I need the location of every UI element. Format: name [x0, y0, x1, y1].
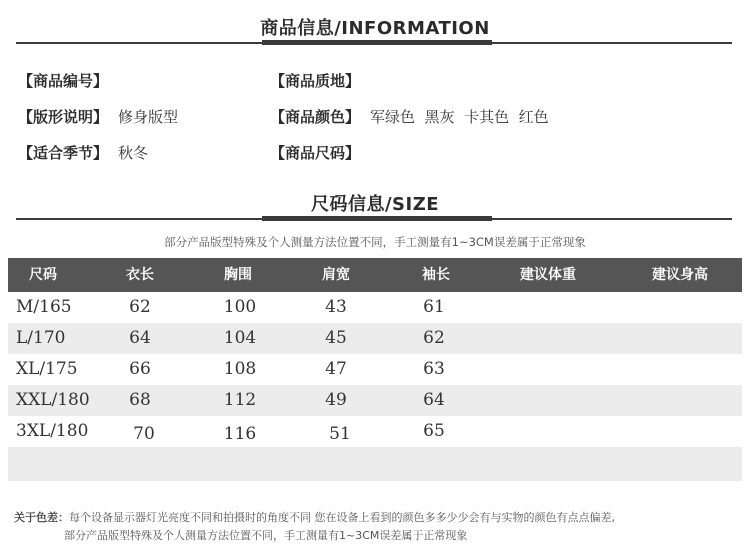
cell-chest: 104 [223, 328, 257, 348]
cell-sleeve: 63 [423, 359, 445, 379]
table-row [8, 416, 742, 447]
footer-line-1 [14, 509, 615, 525]
cell-sleeve: 64 [423, 390, 445, 410]
cell-shoulder: 43 [325, 297, 347, 317]
info-label: 【商品质地】 [270, 72, 361, 90]
info-item-material [270, 70, 370, 91]
header-height: 建议身高 [652, 267, 708, 283]
info-label: 【商品编号】 [18, 72, 109, 90]
cell-chest: 108 [223, 359, 257, 379]
cell-size: 3XL/180 [16, 421, 89, 441]
cell-sleeve: 62 [423, 328, 445, 348]
table-row [8, 354, 742, 385]
header-length: 衣长 [126, 267, 154, 283]
info-item-colors [270, 106, 549, 127]
cell-length: 68 [129, 390, 151, 410]
size-note: 部分产品版型特殊及个人测量方法位置不同，手工测量有1~3CM误差属于正常现象 [164, 235, 586, 249]
table-row [8, 323, 742, 354]
info-item-season [18, 142, 148, 163]
size-section-title: 尺码信息/SIZE [310, 194, 440, 215]
header-sleeve: 袖长 [422, 267, 450, 283]
size-title-accent-bar [262, 216, 492, 221]
cell-length: 66 [129, 359, 151, 379]
cell-sleeve: 65 [423, 421, 445, 441]
info-value: 秋冬 [118, 144, 149, 162]
info-label: 【商品颜色】 [270, 108, 361, 126]
info-label: 【商品尺码】 [270, 144, 361, 162]
info-section-title: 商品信息/INFORMATION [260, 18, 490, 39]
table-row-empty [8, 447, 742, 481]
info-label: 【适合季节】 [18, 144, 109, 162]
info-title-accent-bar [262, 40, 492, 45]
cell-length: 62 [129, 297, 151, 317]
cell-size: XL/175 [16, 359, 78, 379]
footer-line-2 [64, 527, 467, 543]
info-label: 【版形说明】 [18, 108, 109, 126]
header-chest: 胸围 [224, 267, 252, 283]
cell-size: M/165 [16, 297, 72, 317]
footer-label: 关于色差： [14, 511, 69, 524]
cell-chest: 112 [223, 390, 257, 410]
info-value: 军绿色 黑灰 卡其色 红色 [370, 108, 549, 126]
cell-length: 64 [129, 328, 151, 348]
cell-shoulder: 49 [325, 390, 347, 410]
cell-chest: 116 [223, 424, 257, 444]
info-item-fit [18, 106, 178, 127]
cell-shoulder: 45 [325, 328, 347, 348]
info-item-size [270, 142, 370, 163]
size-table [8, 258, 742, 481]
footer-text-1: 每个设备显示器灯光亮度不同和拍摄时的角度不同 您在设备上看到的颜色多多少少会有与实物的颜色有点点偏差, [69, 511, 615, 524]
table-header [8, 258, 742, 292]
cell-shoulder: 51 [329, 424, 351, 444]
cell-length: 70 [133, 424, 155, 444]
cell-chest: 100 [223, 297, 257, 317]
cell-size: XXL/180 [16, 390, 90, 410]
info-value: 修身版型 [118, 108, 179, 126]
table-row [8, 385, 742, 416]
header-size: 尺码 [29, 267, 57, 283]
cell-size: L/170 [16, 328, 66, 348]
header-shoulder: 肩宽 [322, 267, 350, 283]
table-row [8, 292, 742, 323]
footer-text-2: 部分产品版型特殊及个人测量方法位置不同，手工测量有1~3CM误差属于正常现象 [64, 529, 468, 542]
header-weight: 建议体重 [520, 267, 576, 283]
cell-sleeve: 61 [423, 297, 445, 317]
info-item-code [18, 70, 118, 91]
cell-shoulder: 47 [325, 359, 347, 379]
